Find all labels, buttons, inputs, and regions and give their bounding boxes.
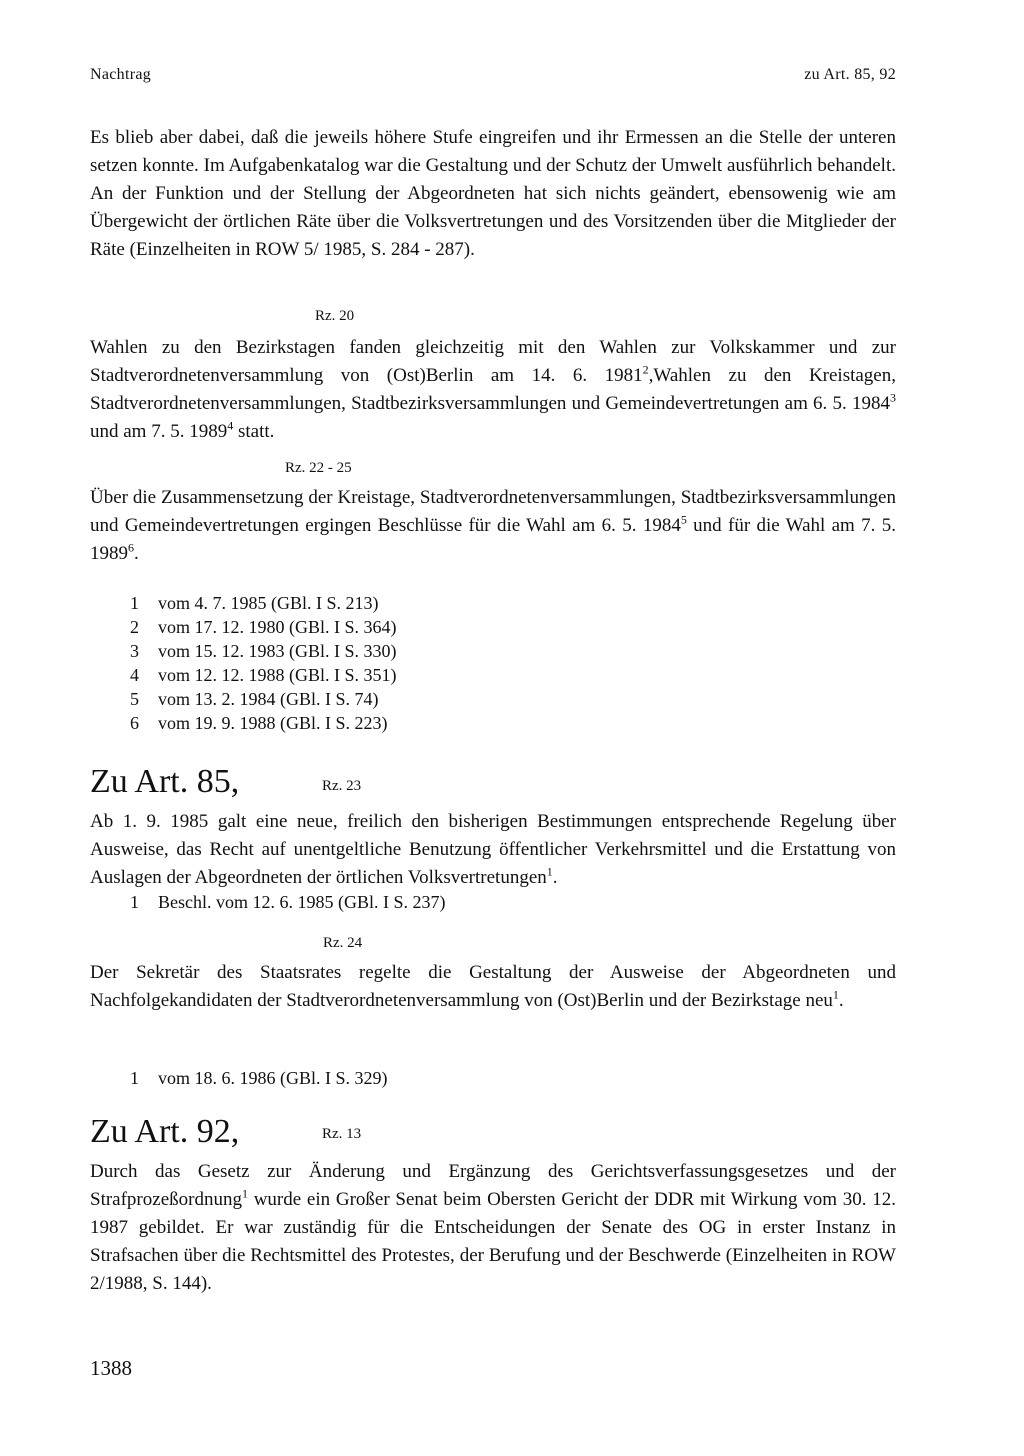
footnote-ref: 2	[642, 362, 649, 377]
footnote-item: 3 vom 15. 12. 1983 (GBl. I S. 330)	[130, 641, 397, 661]
paragraph-art92: Durch das Gesetz zur Änderung und Ergänzung des Gerichtsverfassungsgesetzes und der Strafprozeßordnung$^1$ wurde ein Großer Senat beim Obersten Gericht der DDR mit Wirkung vom 30. 12. 1987 gebildet. Er war zuständig für die Entscheidungen der Senate des OG in erster Instanz in Strafsachen über die Rechtsmittel des Protestes, der Berufung und der Beschwerde (Einzelheiten in ROW 2/1988, S. 144).	[90, 1161, 896, 1294]
margin-number-rz22-25: Rz. 22 - 25	[285, 460, 352, 476]
paragraph-rz20: Wahlen zu den Bezirkstagen fanden gleichzeitig mit den Wahlen zur Volkskammer und zur Stadtverordnetenversammlung von (Ost)Berlin am 14. 6. 1981$^2$,Wahlen zu den Kreistagen, Stadtverordnetenversammlungen, Stadtbezirksversammlungen und Gemeindevertretungen am 6. 5. 1984$^3$ und am 7. 5. 1989$^4$ statt.	[90, 337, 896, 442]
footnote-item: 1 vom 4. 7. 1985 (GBl. I S. 213)	[130, 593, 379, 613]
margin-number-rz24: Rz. 24	[323, 935, 363, 951]
running-header-right: zu Art. 85, 92	[804, 66, 896, 83]
footnote-ref: 1	[546, 864, 553, 879]
running-header-left: Nachtrag	[90, 66, 152, 83]
footnote-ref: 4	[227, 418, 234, 433]
paragraph-rz22-25: Über die Zusammensetzung der Kreistage, Stadtverordnetenversammlungen, Stadtbezirksversammlungen und Gemeindevertretungen ergingen Beschlüsse für die Wahl am 6. 5. 1984$^5$ und für die Wahl am 7. 5. 1989$^6$.	[90, 487, 897, 564]
footnote-item: 5 vom 13. 2. 1984 (GBl. I S. 74)	[130, 689, 379, 709]
footnote-ref: 6	[128, 540, 134, 555]
footnote-item: 4 vom 12. 12. 1988 (GBl. I S. 351)	[130, 665, 397, 685]
margin-number-rz23: Rz. 23	[322, 778, 362, 794]
footnote-item: 1 Beschl. vom 12. 6. 1985 (GBl. I S. 237)	[130, 892, 446, 912]
margin-number-rz20: Rz. 20	[315, 308, 355, 324]
paragraph-rz24: Der Sekretär des Staatsrates regelte die Gestaltung der Ausweise der Abgeordneten und Nachfolgekandidaten der Stadtverordnetenversammlung von (Ost)Berlin und der Bezirkstage neu$^1$.	[90, 962, 896, 1011]
footnote-list	[130, 591, 397, 735]
paragraph-art85: Ab 1. 9. 1985 galt eine neue, freilich den bisherigen Bestimmungen entsprechende Regelung über Ausweise, das Recht auf unentgeltliche Benutzung öffentlicher Verkehrsmittel und die Erstattung von Auslagen der Abgeordneten der örtlichen Volksvertretungen$^1$.	[90, 811, 896, 888]
footnote-ref: 1	[241, 1186, 248, 1201]
section-heading-art92: Zu Art. 92,	[90, 1113, 240, 1150]
footnote-item: 1 vom 18. 6. 1986 (GBl. I S. 329)	[130, 1068, 388, 1088]
footnote-item: 2 vom 17. 12. 1980 (GBl. I S. 364)	[130, 617, 397, 637]
intro-paragraph: Es blieb aber dabei, daß die jeweils höhere Stufe eingreifen und ihr Ermessen an die Stelle der unteren setzen konnte. Im Aufgabenkatalog war die Gestaltung und der Schutz der Umwelt ausführlich behandelt. An der Funktion und der Stellung der Abgeordneten hat sich nichts geändert, ebensowenig wie am Übergewicht der örtlichen Räte über die Volksvertretungen und des Vorsitzenden über die Mitglieder der Räte (Einzelheiten in ROW 5/ 1985, S. 284 - 287).	[90, 127, 896, 260]
footnote-item: 6 vom 19. 9. 1988 (GBl. I S. 223)	[130, 713, 388, 733]
footnote-ref: 3	[890, 390, 896, 405]
footnote-ref: 5	[680, 512, 687, 527]
footnote-ref: 1	[832, 987, 839, 1002]
margin-number-rz13: Rz. 13	[322, 1126, 362, 1142]
section-heading-art85: Zu Art. 85,	[90, 763, 240, 800]
page-number: 1388	[90, 1356, 132, 1380]
